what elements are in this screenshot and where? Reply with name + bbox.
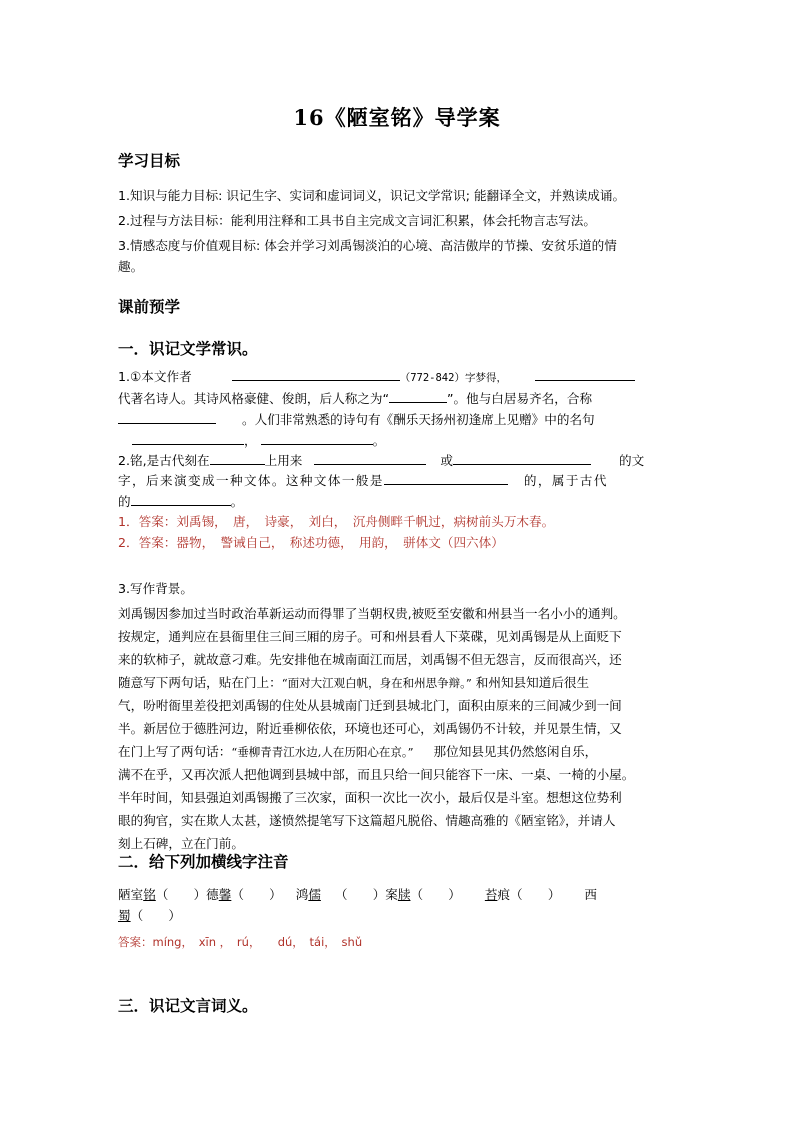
background-text: 和州知县知道后很生 xyxy=(475,675,590,690)
part2-heading: 二．给下列加横线字注音 xyxy=(118,853,289,871)
q1-blank-dynasty[interactable] xyxy=(535,368,635,381)
q1-line4 xyxy=(118,432,385,449)
phonetic-blank[interactable]: （ ）德 xyxy=(155,887,219,902)
goal-item-3: 3.情感态度与价值观目标: 体会并学习刘禹锡淡泊的心境、高洁傲岸的节操、安贫乐道的情 xyxy=(118,238,617,253)
q2-line1 xyxy=(118,452,644,469)
phonetic-target: 苔 xyxy=(484,887,498,902)
phonetic-target: 馨 xyxy=(218,887,232,902)
q2-blank-5[interactable] xyxy=(131,493,231,506)
background-quote-2: “垂柳青青江水边,人在历阳心在京。” xyxy=(231,745,414,759)
q2-line2 xyxy=(118,472,608,489)
goal-item-2: 2.过程与方法目标：能利用注释和工具书自主完成文言词汇积累，体会托物言志写法。 xyxy=(118,213,596,228)
phonetic-blank[interactable]: （ ）案 xyxy=(334,887,398,902)
q1-line3 xyxy=(118,411,595,428)
background-line: 来的软柿子，就故意刁难。先安排他在城南面江而居，刘禹锡不但无怨言，反而很高兴，还 xyxy=(118,652,622,667)
phonetic-target: 铭 xyxy=(143,887,156,902)
q2-text-a: 2.铭,是古代刻在 xyxy=(118,453,210,468)
answer-1: 1．答案：刘禹锡， 唐， 诗豪， 刘白， 沉舟侧畔千帆过，病树前头万木春。 xyxy=(118,514,555,529)
q1-text-a: 1.①本文作者 xyxy=(118,369,192,384)
preview-heading: 课前预学 xyxy=(118,298,181,316)
phonetic-blank[interactable]: （ ） xyxy=(231,887,282,902)
background-line: 气，吩咐衙里差役把刘禹锡的住处从县城南门迁到县城北门，面积由原来的三间减少到一间 xyxy=(118,698,622,713)
q2-text-f: 的，属于古代 xyxy=(523,473,608,488)
q2-blank-4[interactable] xyxy=(384,472,508,485)
q1-text-f: ， xyxy=(244,433,257,448)
q1-text-e: 。人们非常熟悉的诗句有《酬乐天扬州初逢席上见赠》中的名句 xyxy=(242,412,595,427)
q1-text-b: （772-842）字梦得， xyxy=(399,372,507,384)
q2-text-c: 或 xyxy=(440,453,453,468)
phonetic-blank[interactable]: （ ） xyxy=(130,908,181,923)
background-line xyxy=(118,675,589,691)
q1-blank-title[interactable] xyxy=(389,390,447,403)
background-line: 眼的狗官，实在欺人太甚，遂愤然提笔写下这篇超凡脱俗、情趣高雅的《陋室铭》，并请人 xyxy=(118,813,616,828)
q3-label: 3.写作背景。 xyxy=(118,581,193,596)
phonetic-target: 儒 xyxy=(308,887,321,902)
q2-blank-1[interactable] xyxy=(210,452,265,465)
q2-text-h: 。 xyxy=(230,494,244,509)
q1-text-g: 。 xyxy=(372,433,386,448)
goal-item-1: 1.知识与能力目标: 识记生字、实词和虚词词义，识记文学常识; 能翻译全文，并熟读成诵。 xyxy=(118,188,626,203)
phonetic-blank[interactable]: 痕（ ） xyxy=(497,887,561,902)
background-line: 满不在乎，又再次派人把他调到县城中部，而且只给一间只能容下一床、一桌、一椅的小屋。 xyxy=(118,767,635,782)
phonetic-target: 牍 xyxy=(397,887,411,902)
background-text: 那位知县见其仍然悠闲自乐， xyxy=(433,744,598,759)
background-line: 半。新居位于德胜河边，附近垂柳依依，环境也还可心，刘禹锡仍不计较，并见景生情，又 xyxy=(118,721,622,736)
q2-text-b: 上用来 xyxy=(264,453,303,468)
phonetic-word: 陋室 xyxy=(118,887,144,902)
phonetic-line-1 xyxy=(118,887,597,903)
background-line xyxy=(118,744,597,760)
phonetic-line-2 xyxy=(118,908,181,924)
q2-blank-3[interactable] xyxy=(453,452,591,465)
q2-text-g: 的 xyxy=(118,494,131,509)
phonetic-word: 鸿 xyxy=(295,887,309,902)
phonetic-target: 蜀 xyxy=(118,908,131,923)
background-line: 按规定，通判应在县衙里住三间三厢的房子。可和州县看人下菜碟，见刘禹锡是从上面贬下 xyxy=(118,629,622,644)
q1-text-d: ”。他与白居易齐名，合称 xyxy=(447,391,593,406)
phonetic-answer: 答案：míng， xīn ， rú， dú， tái， shǔ xyxy=(118,935,363,949)
q1-line1 xyxy=(118,368,635,386)
q1-blank-pair[interactable] xyxy=(118,411,216,424)
part1-heading: 一．识记文学常识。 xyxy=(118,340,258,358)
background-line: 半年时间，知县强迫刘禹锡搬了三次家，面积一次比一次小，最后仅是斗室。想想这位势利 xyxy=(118,790,622,805)
background-line: 刻上石碑，立在门前。 xyxy=(118,836,244,851)
background-text: 在门上写了两句话： xyxy=(118,744,232,759)
q1-line2 xyxy=(118,390,592,407)
goal-item-3-cont: 趣。 xyxy=(118,259,144,274)
answer-2: 2．答案：器物， 警诫自己， 称述功德， 用韵， 骈体文（四六体） xyxy=(118,535,504,550)
background-quote-1: “面对大江观白帆，身在和州思争辩。” xyxy=(281,676,472,690)
phonetic-word: 西 xyxy=(584,887,597,902)
part3-heading: 三．识记文言词义。 xyxy=(118,997,258,1015)
q2-line3 xyxy=(118,493,243,510)
q1-text-c: 代著名诗人。其诗风格豪健、俊朗，后人称之为“ xyxy=(118,391,389,406)
q1-blank-verse2[interactable] xyxy=(261,432,373,445)
q2-text-e: 字，后来演变成一种文体。这种文体一般是 xyxy=(118,473,384,488)
q2-blank-2[interactable] xyxy=(314,452,426,465)
goals-heading: 学习目标 xyxy=(118,152,181,170)
q2-text-d: 的文 xyxy=(618,453,645,468)
background-text: 随意写下两句话，贴在门上： xyxy=(118,675,282,690)
q1-blank-verse1[interactable] xyxy=(132,432,244,445)
phonetic-blank[interactable]: （ ） xyxy=(410,887,461,902)
page-title: 16《陋室铭》导学案 xyxy=(293,105,501,130)
q1-blank-author[interactable] xyxy=(232,368,400,381)
background-line: 刘禹锡因参加过当时政治革新运动而得罪了当朝权贵,被贬至安徽和州县当一名小小的通判。 xyxy=(118,606,626,621)
